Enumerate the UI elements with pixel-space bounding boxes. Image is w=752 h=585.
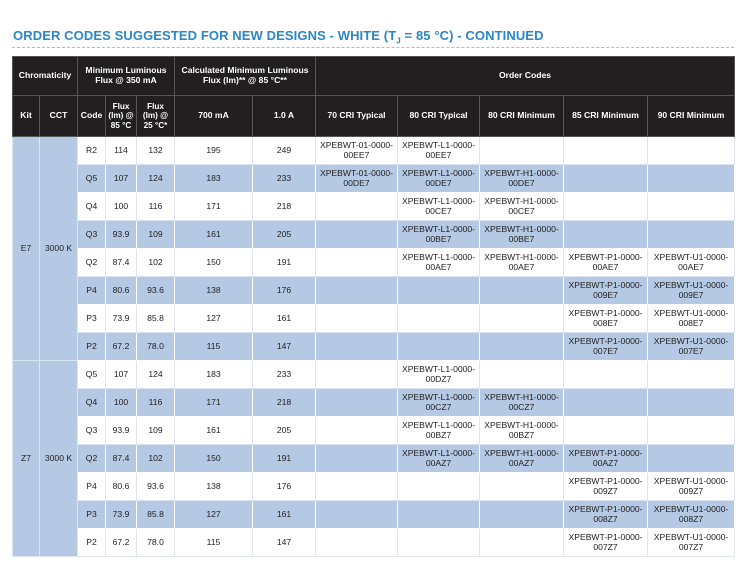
flux85-cell: 114 bbox=[106, 137, 137, 165]
code-cell: P4 bbox=[78, 473, 106, 501]
cri80-typical-cell bbox=[398, 501, 480, 529]
cri80-minimum-cell: XPEBWT-H1-0000-00AZ7 bbox=[480, 445, 564, 473]
cri80-typical-cell: XPEBWT-L1-0000-00BE7 bbox=[398, 221, 480, 249]
flux85-cell: 80.6 bbox=[106, 473, 137, 501]
cri70-typical-cell bbox=[316, 193, 398, 221]
cri70-typical-cell bbox=[316, 277, 398, 305]
cri90-minimum-cell bbox=[648, 417, 735, 445]
cri85-minimum-cell: XPEBWT-P1-0000-00AZ7 bbox=[564, 445, 648, 473]
title-text-after: = 85 °C) - CONTINUED bbox=[400, 28, 544, 43]
cri90-minimum-cell bbox=[648, 137, 735, 165]
flux25-cell: 109 bbox=[137, 417, 175, 445]
ma700-cell: 138 bbox=[175, 277, 253, 305]
cct-cell: 3000 K bbox=[40, 361, 78, 557]
a10-cell: 205 bbox=[253, 417, 316, 445]
table-row bbox=[13, 221, 735, 249]
ma700-cell: 127 bbox=[175, 305, 253, 333]
table-row bbox=[13, 305, 735, 333]
cri80-typical-cell bbox=[398, 333, 480, 361]
flux25-cell: 85.8 bbox=[137, 305, 175, 333]
flux85-cell: 87.4 bbox=[106, 249, 137, 277]
header-85cri-minimum: 85 CRI Minimum bbox=[564, 96, 648, 137]
cri90-minimum-cell: XPEBWT-U1-0000-008E7 bbox=[648, 305, 735, 333]
table-row bbox=[13, 333, 735, 361]
flux25-cell: 78.0 bbox=[137, 529, 175, 557]
cri90-minimum-cell: XPEBWT-U1-0000-00AE7 bbox=[648, 249, 735, 277]
table-row bbox=[13, 389, 735, 417]
page-title bbox=[13, 28, 544, 46]
cri85-minimum-cell bbox=[564, 361, 648, 389]
cri80-typical-cell: XPEBWT-L1-0000-00DE7 bbox=[398, 165, 480, 193]
cri85-minimum-cell bbox=[564, 221, 648, 249]
cri90-minimum-cell bbox=[648, 165, 735, 193]
code-cell: Q4 bbox=[78, 389, 106, 417]
cri85-minimum-cell bbox=[564, 417, 648, 445]
table-row bbox=[13, 165, 735, 193]
cri80-minimum-cell: XPEBWT-H1-0000-00CE7 bbox=[480, 193, 564, 221]
flux25-cell: 116 bbox=[137, 389, 175, 417]
code-cell: Q5 bbox=[78, 165, 106, 193]
code-cell: P3 bbox=[78, 305, 106, 333]
flux25-cell: 102 bbox=[137, 249, 175, 277]
cri80-minimum-cell bbox=[480, 333, 564, 361]
a10-cell: 233 bbox=[253, 165, 316, 193]
order-codes-table bbox=[12, 56, 735, 557]
cri80-minimum-cell: XPEBWT-H1-0000-00AE7 bbox=[480, 249, 564, 277]
cri80-minimum-cell bbox=[480, 277, 564, 305]
header-order-codes: Order Codes bbox=[316, 57, 735, 96]
cri90-minimum-cell: XPEBWT-U1-0000-008Z7 bbox=[648, 501, 735, 529]
group-e7 bbox=[13, 137, 735, 361]
header-700ma: 700 mA bbox=[175, 96, 253, 137]
cri70-typical-cell bbox=[316, 501, 398, 529]
flux85-cell: 100 bbox=[106, 193, 137, 221]
cri85-minimum-cell bbox=[564, 137, 648, 165]
flux25-cell: 78.0 bbox=[137, 333, 175, 361]
cct-cell: 3000 K bbox=[40, 137, 78, 361]
ma700-cell: 195 bbox=[175, 137, 253, 165]
table-row bbox=[13, 473, 735, 501]
code-cell: Q4 bbox=[78, 193, 106, 221]
flux25-cell: 93.6 bbox=[137, 473, 175, 501]
header-flux-85: Flux (lm) @ 85 °C bbox=[106, 96, 137, 137]
cri85-minimum-cell: XPEBWT-P1-0000-008E7 bbox=[564, 305, 648, 333]
table-row bbox=[13, 249, 735, 277]
cri80-typical-cell: XPEBWT-L1-0000-00AE7 bbox=[398, 249, 480, 277]
kit-cell: Z7 bbox=[13, 361, 40, 557]
cri80-minimum-cell bbox=[480, 501, 564, 529]
a10-cell: 191 bbox=[253, 249, 316, 277]
header-min-flux: Minimum Luminous Flux @ 350 mA bbox=[78, 57, 175, 96]
code-cell: P2 bbox=[78, 333, 106, 361]
cri90-minimum-cell bbox=[648, 445, 735, 473]
cri80-minimum-cell bbox=[480, 305, 564, 333]
cri70-typical-cell bbox=[316, 249, 398, 277]
cri80-typical-cell bbox=[398, 277, 480, 305]
flux25-cell: 102 bbox=[137, 445, 175, 473]
code-cell: P3 bbox=[78, 501, 106, 529]
cri70-typical-cell bbox=[316, 361, 398, 389]
ma700-cell: 150 bbox=[175, 445, 253, 473]
cri90-minimum-cell: XPEBWT-U1-0000-009E7 bbox=[648, 277, 735, 305]
header-80cri-typical: 80 CRI Typical bbox=[398, 96, 480, 137]
a10-cell: 233 bbox=[253, 361, 316, 389]
flux85-cell: 80.6 bbox=[106, 277, 137, 305]
a10-cell: 218 bbox=[253, 193, 316, 221]
cri80-typical-cell bbox=[398, 473, 480, 501]
flux25-cell: 124 bbox=[137, 361, 175, 389]
a10-cell: 205 bbox=[253, 221, 316, 249]
cri90-minimum-cell bbox=[648, 389, 735, 417]
flux85-cell: 93.9 bbox=[106, 417, 137, 445]
header-kit: Kit bbox=[13, 96, 40, 137]
code-cell: P4 bbox=[78, 277, 106, 305]
code-cell: P2 bbox=[78, 529, 106, 557]
flux85-cell: 93.9 bbox=[106, 221, 137, 249]
cri85-minimum-cell: XPEBWT-P1-0000-00AE7 bbox=[564, 249, 648, 277]
cri90-minimum-cell: XPEBWT-U1-0000-007E7 bbox=[648, 333, 735, 361]
cri80-typical-cell bbox=[398, 529, 480, 557]
cri80-minimum-cell bbox=[480, 361, 564, 389]
table-row bbox=[13, 501, 735, 529]
cri70-typical-cell bbox=[316, 445, 398, 473]
cri80-typical-cell bbox=[398, 305, 480, 333]
cri70-typical-cell bbox=[316, 473, 398, 501]
cri70-typical-cell bbox=[316, 389, 398, 417]
cri90-minimum-cell: XPEBWT-U1-0000-007Z7 bbox=[648, 529, 735, 557]
cri90-minimum-cell bbox=[648, 221, 735, 249]
table-row bbox=[13, 529, 735, 557]
code-cell: Q3 bbox=[78, 417, 106, 445]
flux85-cell: 107 bbox=[106, 361, 137, 389]
ma700-cell: 150 bbox=[175, 249, 253, 277]
cri70-typical-cell: XPEBWT-01-0000-00DE7 bbox=[316, 165, 398, 193]
header-cct: CCT bbox=[40, 96, 78, 137]
cri85-minimum-cell: XPEBWT-P1-0000-009Z7 bbox=[564, 473, 648, 501]
cri70-typical-cell: XPEBWT-01-0000-00EE7 bbox=[316, 137, 398, 165]
flux25-cell: 109 bbox=[137, 221, 175, 249]
cri90-minimum-cell bbox=[648, 361, 735, 389]
cri80-typical-cell: XPEBWT-L1-0000-00BZ7 bbox=[398, 417, 480, 445]
a10-cell: 147 bbox=[253, 529, 316, 557]
ma700-cell: 171 bbox=[175, 389, 253, 417]
ma700-cell: 171 bbox=[175, 193, 253, 221]
table-row bbox=[13, 277, 735, 305]
cri80-minimum-cell bbox=[480, 137, 564, 165]
cri70-typical-cell bbox=[316, 305, 398, 333]
a10-cell: 249 bbox=[253, 137, 316, 165]
cri70-typical-cell bbox=[316, 333, 398, 361]
a10-cell: 147 bbox=[253, 333, 316, 361]
ma700-cell: 183 bbox=[175, 165, 253, 193]
cri70-typical-cell bbox=[316, 417, 398, 445]
ma700-cell: 161 bbox=[175, 417, 253, 445]
title-text-before: ORDER CODES SUGGESTED FOR NEW DESIGNS - WHITE (T bbox=[13, 28, 397, 43]
cri80-minimum-cell bbox=[480, 473, 564, 501]
flux85-cell: 67.2 bbox=[106, 529, 137, 557]
cri80-minimum-cell: XPEBWT-H1-0000-00CZ7 bbox=[480, 389, 564, 417]
header-90cri-minimum: 90 CRI Minimum bbox=[648, 96, 735, 137]
ma700-cell: 183 bbox=[175, 361, 253, 389]
cri80-typical-cell: XPEBWT-L1-0000-00EE7 bbox=[398, 137, 480, 165]
a10-cell: 218 bbox=[253, 389, 316, 417]
table-row bbox=[13, 193, 735, 221]
cri80-typical-cell: XPEBWT-L1-0000-00AZ7 bbox=[398, 445, 480, 473]
flux25-cell: 85.8 bbox=[137, 501, 175, 529]
cri85-minimum-cell: XPEBWT-P1-0000-009E7 bbox=[564, 277, 648, 305]
flux85-cell: 73.9 bbox=[106, 305, 137, 333]
title-divider bbox=[12, 47, 734, 48]
cri80-typical-cell: XPEBWT-L1-0000-00CE7 bbox=[398, 193, 480, 221]
header-flux-25: Flux (lm) @ 25 °C* bbox=[137, 96, 175, 137]
cri90-minimum-cell bbox=[648, 193, 735, 221]
kit-cell: E7 bbox=[13, 137, 40, 361]
flux25-cell: 116 bbox=[137, 193, 175, 221]
cri85-minimum-cell: XPEBWT-P1-0000-007Z7 bbox=[564, 529, 648, 557]
cri85-minimum-cell bbox=[564, 165, 648, 193]
ma700-cell: 138 bbox=[175, 473, 253, 501]
cri90-minimum-cell: XPEBWT-U1-0000-009Z7 bbox=[648, 473, 735, 501]
a10-cell: 161 bbox=[253, 305, 316, 333]
flux85-cell: 67.2 bbox=[106, 333, 137, 361]
flux85-cell: 107 bbox=[106, 165, 137, 193]
table-row bbox=[13, 361, 735, 389]
flux85-cell: 87.4 bbox=[106, 445, 137, 473]
header-70cri-typical: 70 CRI Typical bbox=[316, 96, 398, 137]
ma700-cell: 161 bbox=[175, 221, 253, 249]
code-cell: Q3 bbox=[78, 221, 106, 249]
a10-cell: 161 bbox=[253, 501, 316, 529]
a10-cell: 176 bbox=[253, 473, 316, 501]
flux25-cell: 93.6 bbox=[137, 277, 175, 305]
cri80-minimum-cell: XPEBWT-H1-0000-00DE7 bbox=[480, 165, 564, 193]
cri85-minimum-cell bbox=[564, 193, 648, 221]
ma700-cell: 115 bbox=[175, 529, 253, 557]
cri85-minimum-cell: XPEBWT-P1-0000-007E7 bbox=[564, 333, 648, 361]
table-row bbox=[13, 417, 735, 445]
table-row bbox=[13, 137, 735, 165]
code-cell: Q5 bbox=[78, 361, 106, 389]
header-80cri-minimum: 80 CRI Minimum bbox=[480, 96, 564, 137]
cri80-typical-cell: XPEBWT-L1-0000-00CZ7 bbox=[398, 389, 480, 417]
flux85-cell: 73.9 bbox=[106, 501, 137, 529]
cri80-minimum-cell bbox=[480, 529, 564, 557]
code-cell: Q2 bbox=[78, 249, 106, 277]
cri70-typical-cell bbox=[316, 221, 398, 249]
flux25-cell: 124 bbox=[137, 165, 175, 193]
cri80-typical-cell: XPEBWT-L1-0000-00DZ7 bbox=[398, 361, 480, 389]
title-subscript: J bbox=[396, 36, 401, 46]
header-code: Code bbox=[78, 96, 106, 137]
cri80-minimum-cell: XPEBWT-H1-0000-00BZ7 bbox=[480, 417, 564, 445]
ma700-cell: 115 bbox=[175, 333, 253, 361]
ma700-cell: 127 bbox=[175, 501, 253, 529]
code-cell: R2 bbox=[78, 137, 106, 165]
cri70-typical-cell bbox=[316, 529, 398, 557]
header-1a: 1.0 A bbox=[253, 96, 316, 137]
code-cell: Q2 bbox=[78, 445, 106, 473]
cri85-minimum-cell: XPEBWT-P1-0000-008Z7 bbox=[564, 501, 648, 529]
a10-cell: 176 bbox=[253, 277, 316, 305]
cri85-minimum-cell bbox=[564, 389, 648, 417]
flux85-cell: 100 bbox=[106, 389, 137, 417]
table-row bbox=[13, 445, 735, 473]
group-z7 bbox=[13, 361, 735, 557]
a10-cell: 191 bbox=[253, 445, 316, 473]
cri80-minimum-cell: XPEBWT-H1-0000-00BE7 bbox=[480, 221, 564, 249]
header-calc-flux: Calculated Minimum Luminous Flux (lm)** @ 85 °C** bbox=[175, 57, 316, 96]
flux25-cell: 132 bbox=[137, 137, 175, 165]
header-chromaticity: Chromaticity bbox=[13, 57, 78, 96]
